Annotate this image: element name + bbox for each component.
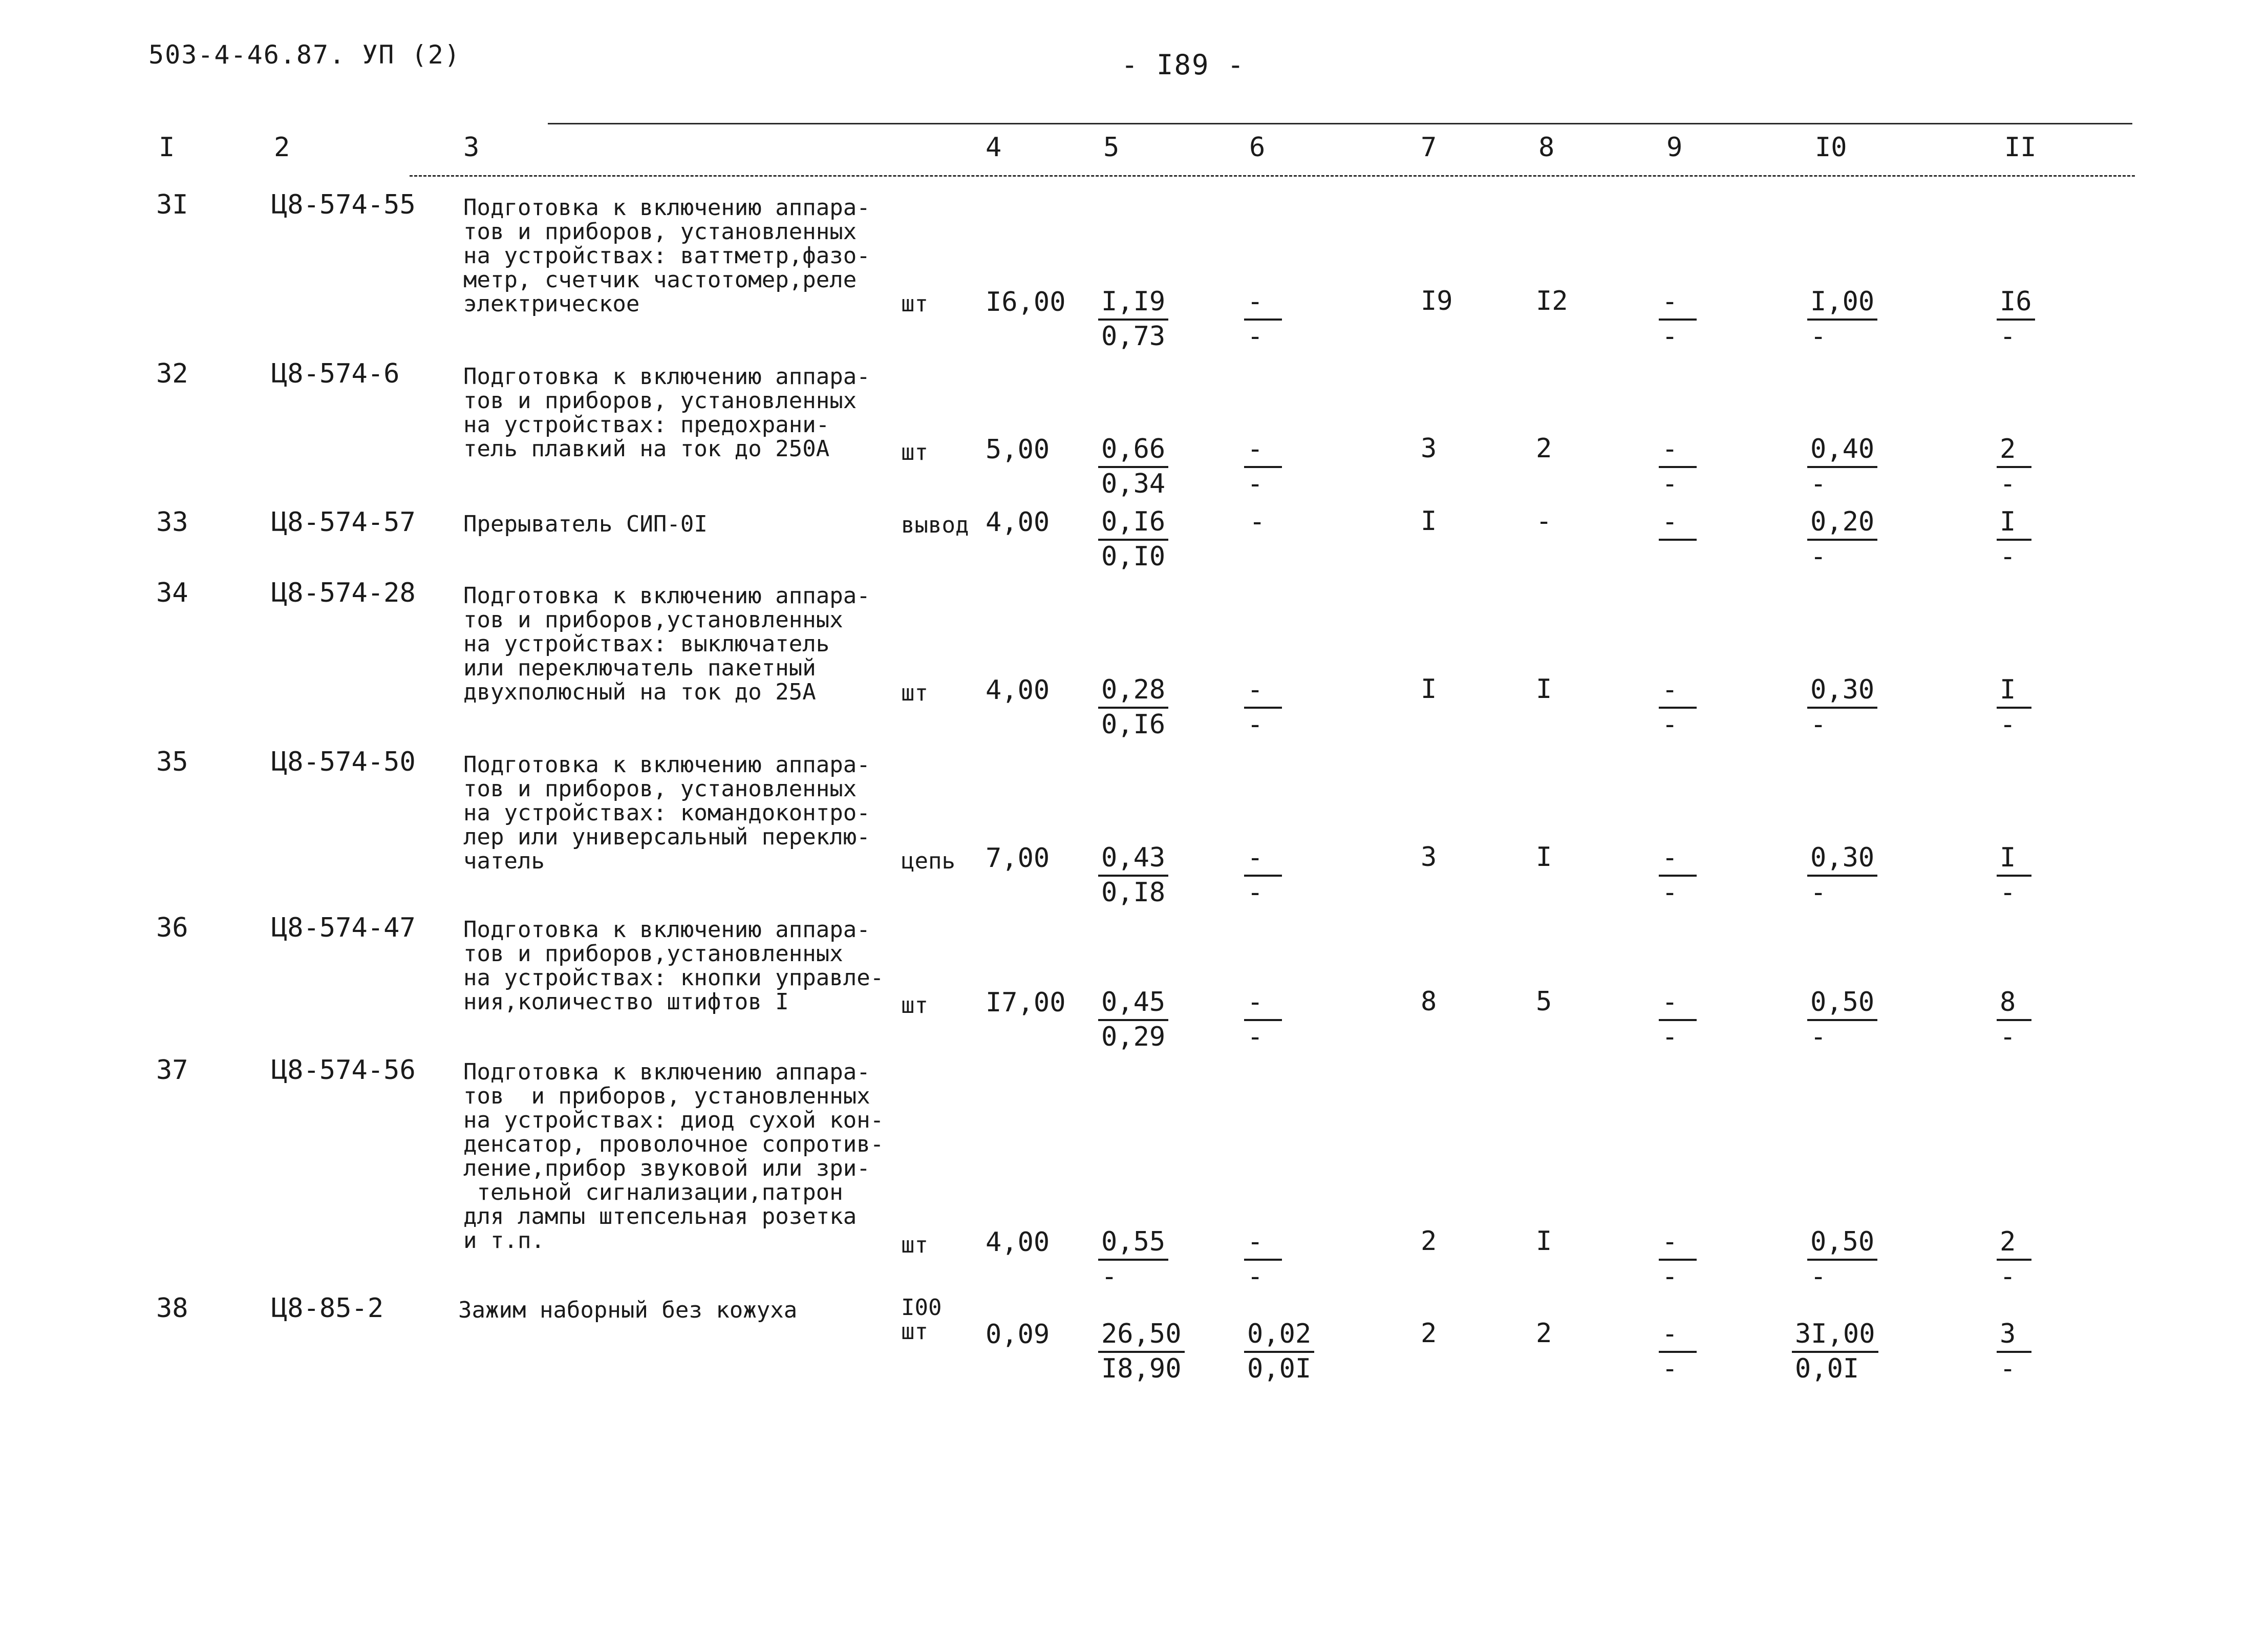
col11-top: 2 [1997, 433, 2031, 468]
col6-bottom: - [1247, 469, 1264, 499]
work-description: Подготовка к включению аппара- тов и приборов, установленных на устройствах: ваттметр,фазо- метр, счетчик частотомер,реле электрическое [463, 195, 870, 317]
col11-bottom: - [2000, 321, 2016, 352]
col9-value [1659, 286, 1771, 352]
col10-value [1807, 433, 1920, 500]
col6-value: - [1249, 506, 1266, 537]
work-description: Прерыватель СИП-0I [463, 511, 708, 537]
col10-top: I,00 [1807, 286, 1877, 321]
col5-top: 0,43 [1098, 842, 1168, 877]
row-number: 33 [156, 507, 188, 538]
col6-bottom: - [1247, 321, 1264, 352]
col9-value [1659, 674, 1771, 740]
col6-value [1244, 674, 1357, 740]
col9-top: - [1659, 986, 1697, 1021]
column-number: I0 [1815, 132, 1847, 163]
work-description: Подготовка к включению аппара- тов и приборов, установленных на устройствах: диод сухой кон- денсатор, проволочное сопротив- ление,прибор звуковой или зри- тельной сигнализации,патрон для лампы штепсельная розетка и т.п. [463, 1059, 884, 1254]
col11-bottom: - [2000, 1022, 2016, 1052]
col10-value [1807, 1226, 1920, 1292]
col8-value: I [1536, 674, 1552, 705]
col11-bottom: - [2000, 709, 2016, 740]
col9-value [1659, 986, 1771, 1053]
col6-bottom: 0,0I [1247, 1353, 1312, 1384]
col7-value: I [1421, 674, 1437, 705]
col9-value [1659, 506, 1771, 541]
col8-value: 2 [1536, 433, 1552, 464]
col10-bottom: - [1810, 321, 1827, 352]
col5-bottom: 0,I0 [1101, 541, 1166, 572]
col5-value [1098, 1318, 1211, 1385]
col8-value: I2 [1536, 286, 1568, 316]
unit: шт [901, 992, 928, 1019]
col5-bottom: - [1101, 1261, 1118, 1292]
col6-top: - [1244, 674, 1282, 709]
column-number: 3 [463, 132, 480, 163]
col10-bottom: 0,0I [1795, 1353, 1859, 1384]
col11-value [1997, 842, 2109, 908]
unit: шт [901, 680, 928, 706]
col10-bottom: - [1810, 469, 1827, 499]
col7-value: I [1421, 506, 1437, 537]
col10-bottom: - [1810, 541, 1827, 572]
work-description: Подготовка к включению аппара- тов и приборов,установленных на устройствах: кнопки управле- ния,количество штифтов I [463, 917, 884, 1015]
work-description: Подготовка к включению аппара- тов и приборов,установленных на устройствах: выключатель или переключатель пакетный двухполюсный на ток до 25А [463, 583, 870, 705]
col10-top: 0,30 [1807, 674, 1877, 709]
unit: цепь [901, 848, 955, 874]
document-code: 503-4-46.87. УП (2) [148, 40, 461, 70]
col11-bottom: - [2000, 1261, 2016, 1292]
col5-value [1098, 286, 1211, 352]
col10-bottom: - [1810, 1261, 1827, 1292]
col10-top: 0,40 [1807, 433, 1877, 468]
col10-value [1807, 842, 1920, 908]
col6-value [1244, 986, 1357, 1053]
col11-value [1997, 286, 2109, 352]
col6-top: - [1244, 986, 1282, 1021]
price-code: Ц8-574-28 [271, 578, 416, 608]
col10-top: 0,50 [1807, 986, 1877, 1021]
row-number: 3I [156, 189, 188, 220]
col7-value: 2 [1421, 1226, 1437, 1257]
col6-value [1244, 286, 1357, 352]
col11-value [1997, 674, 2109, 740]
col8-value: 5 [1536, 986, 1552, 1017]
col11-value [1997, 986, 2109, 1053]
col9-top: - [1659, 433, 1697, 468]
col10-value [1807, 674, 1920, 740]
col6-top: - [1244, 1226, 1282, 1261]
column-number: II [2004, 132, 2037, 163]
price-code: Ц8-574-56 [271, 1055, 416, 1086]
work-description: Зажим наборный без кожуха [458, 1297, 798, 1323]
col9-bottom: - [1662, 321, 1678, 352]
quantity: 4,00 [986, 675, 1050, 706]
col5-bottom: 0,I8 [1101, 877, 1166, 908]
col6-value [1244, 1318, 1357, 1385]
col9-value [1659, 842, 1771, 908]
row-number: 35 [156, 747, 188, 777]
col6-top: - [1244, 286, 1282, 321]
col11-bottom: - [2000, 469, 2016, 499]
col5-top: 0,55 [1098, 1226, 1168, 1261]
col9-bottom: - [1662, 709, 1678, 740]
col5-bottom: 0,29 [1101, 1022, 1166, 1052]
column-number: 8 [1538, 132, 1555, 163]
col6-bottom: - [1247, 1261, 1264, 1292]
col5-value [1098, 674, 1211, 740]
col10-top: 0,50 [1807, 1226, 1877, 1261]
table-top-rule [548, 123, 2132, 124]
col11-top: I [1997, 506, 2031, 541]
col11-top: 8 [1997, 986, 2031, 1021]
unit: шт [901, 1232, 928, 1258]
work-description: Подготовка к включению аппара- тов и приборов, установленных на устройствах: командоконтро- лер или универсальный переклю- чатель [463, 752, 870, 874]
price-code: Ц8-574-50 [271, 747, 416, 777]
price-code: Ц8-574-6 [271, 358, 400, 389]
quantity: 4,00 [986, 1227, 1050, 1258]
col11-bottom: - [2000, 541, 2016, 572]
price-code: Ц8-574-55 [271, 189, 416, 220]
column-number: 2 [274, 132, 290, 163]
col9-top: - [1659, 1226, 1697, 1261]
quantity: 5,00 [986, 434, 1050, 465]
col5-value [1098, 986, 1211, 1053]
col8-value: I [1536, 1226, 1552, 1257]
quantity: 4,00 [986, 507, 1050, 538]
col5-top: 0,28 [1098, 674, 1168, 709]
col11-top: 3 [1997, 1318, 2031, 1353]
col5-bottom: 0,I6 [1101, 709, 1166, 740]
unit: шт [901, 439, 928, 465]
unit: вывод [901, 512, 969, 538]
col5-top: 26,50 [1098, 1318, 1185, 1353]
col9-bottom: - [1662, 1353, 1678, 1384]
col7-value: I9 [1421, 286, 1453, 316]
unit: шт [901, 291, 928, 317]
quantity: I7,00 [986, 987, 1066, 1018]
col5-value [1098, 1226, 1211, 1292]
col6-top: - [1244, 842, 1282, 877]
col10-top: 3I,00 [1792, 1318, 1878, 1353]
col9-value [1659, 1318, 1771, 1385]
col11-value [1997, 433, 2109, 500]
col8-value: - [1536, 506, 1552, 537]
col8-value: 2 [1536, 1318, 1552, 1349]
col5-value [1098, 842, 1211, 908]
page-number: - I89 - [1121, 49, 1245, 81]
price-code: Ц8-574-47 [271, 913, 416, 943]
price-code: Ц8-85-2 [271, 1293, 384, 1324]
col5-value [1098, 506, 1211, 572]
col9-value [1659, 1226, 1771, 1292]
col9-top: - [1659, 842, 1697, 877]
col10-value [1807, 286, 1920, 352]
col6-value [1244, 1226, 1357, 1292]
column-number: 7 [1421, 132, 1437, 163]
work-description: Подготовка к включению аппара- тов и приборов, установленных на устройствах: предохрани- тель плавкий на ток до 250А [463, 364, 870, 462]
col9-top: - [1659, 506, 1697, 541]
col10-value [1807, 986, 1920, 1053]
col7-value: 2 [1421, 1318, 1437, 1349]
col5-bottom: 0,73 [1101, 321, 1166, 352]
col9-top: - [1659, 286, 1697, 321]
col6-bottom: - [1247, 877, 1264, 908]
col9-top: - [1659, 674, 1697, 709]
col11-top: 2 [1997, 1226, 2031, 1261]
col11-value [1997, 506, 2109, 572]
col8-value: I [1536, 842, 1552, 873]
col10-value [1807, 506, 1920, 572]
price-code: Ц8-574-57 [271, 507, 416, 538]
column-number: 9 [1666, 132, 1683, 163]
col10-bottom: - [1810, 1022, 1827, 1052]
col9-bottom: - [1662, 1022, 1678, 1052]
col7-value: 3 [1421, 433, 1437, 464]
col10-bottom: - [1810, 709, 1827, 740]
col6-value [1244, 433, 1357, 500]
row-number: 36 [156, 913, 188, 943]
col5-bottom: I8,90 [1101, 1353, 1182, 1384]
col10-value [1792, 1318, 1905, 1385]
col5-bottom: 0,34 [1101, 469, 1166, 499]
col11-value [1997, 1318, 2109, 1385]
row-number: 34 [156, 578, 188, 608]
col5-top: 0,45 [1098, 986, 1168, 1021]
col9-bottom: - [1662, 877, 1678, 908]
row-number: 38 [156, 1293, 188, 1324]
row-number: 32 [156, 358, 188, 389]
col6-bottom: - [1247, 709, 1264, 740]
quantity: I6,00 [986, 287, 1066, 317]
col5-top: 0,I6 [1098, 506, 1168, 541]
col10-top: 0,30 [1807, 842, 1877, 877]
column-number: I [159, 132, 175, 163]
column-number: 4 [986, 132, 1002, 163]
quantity: 7,00 [986, 843, 1050, 874]
col9-top: - [1659, 1318, 1697, 1353]
col9-value [1659, 433, 1771, 500]
col5-top: I,I9 [1098, 286, 1168, 321]
column-number: 6 [1249, 132, 1266, 163]
col7-value: 3 [1421, 842, 1437, 873]
col6-bottom: - [1247, 1022, 1264, 1052]
col11-bottom: - [2000, 877, 2016, 908]
row-number: 37 [156, 1055, 188, 1086]
header-bottom-rule [410, 175, 2135, 177]
col7-value: 8 [1421, 986, 1437, 1017]
col6-top: - [1244, 433, 1282, 468]
unit: I00 шт [901, 1295, 942, 1345]
col6-value [1244, 842, 1357, 908]
col10-top: 0,20 [1807, 506, 1877, 541]
col6-top: 0,02 [1244, 1318, 1314, 1353]
col5-top: 0,66 [1098, 433, 1168, 468]
col9-bottom: - [1662, 1261, 1678, 1292]
col11-value [1997, 1226, 2109, 1292]
col9-bottom: - [1662, 469, 1678, 499]
col11-top: I [1997, 674, 2031, 709]
column-number: 5 [1103, 132, 1120, 163]
col11-top: I6 [1997, 286, 2035, 321]
col11-top: I [1997, 842, 2031, 877]
col10-bottom: - [1810, 877, 1827, 908]
col5-value [1098, 433, 1211, 500]
col11-bottom: - [2000, 1353, 2016, 1384]
quantity: 0,09 [986, 1319, 1050, 1350]
